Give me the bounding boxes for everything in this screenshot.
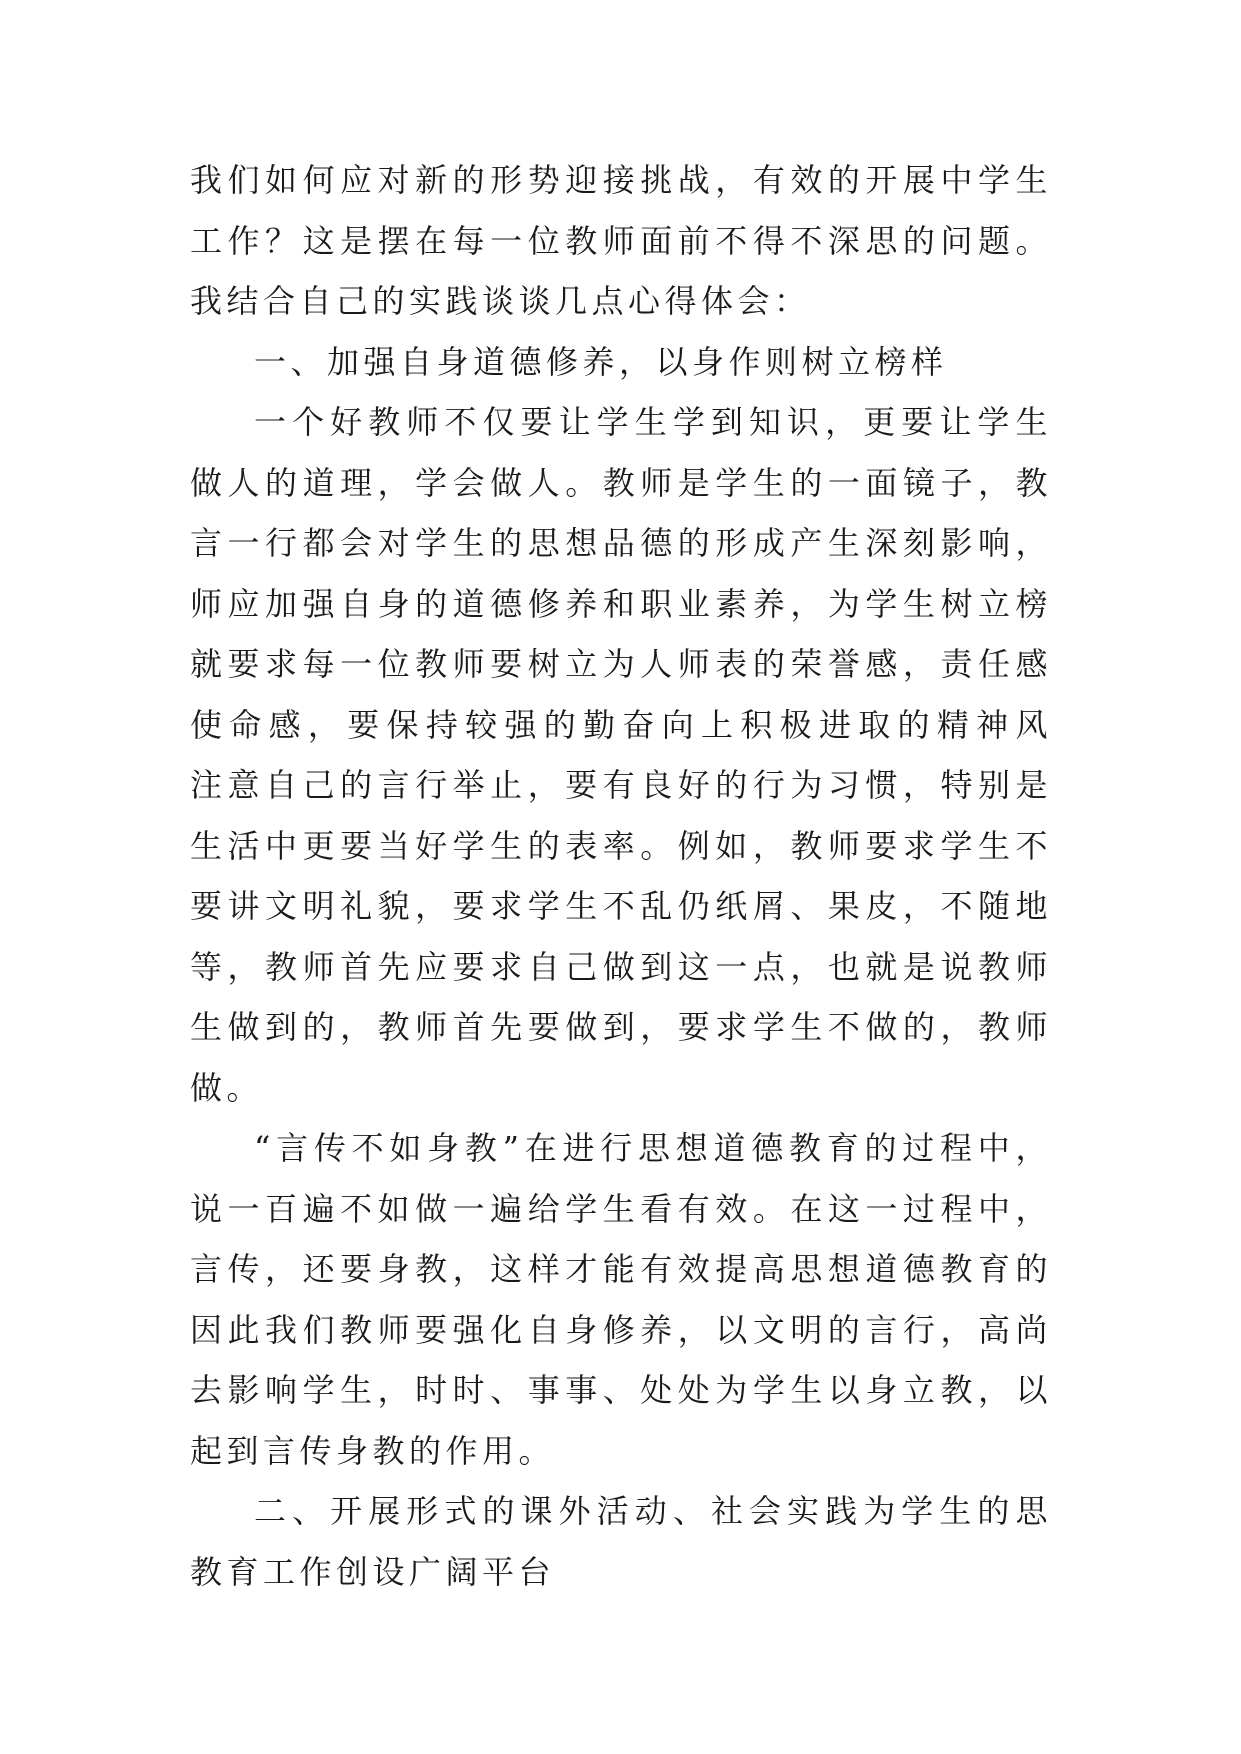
- section-heading-2: 二、开展形式的课外活动、社会实践为学生的思: [254, 1492, 1052, 1530]
- section-heading-2-cont: 教育工作创设广阔平台: [190, 1552, 556, 1591]
- text-line: 就要求每一位教师要树立为人师表的荣誉感，责任感: [190, 645, 1052, 683]
- text-line: 言一行都会对学生的思想品德的形成产生深刻影响，: [190, 524, 1052, 562]
- text-line: 我们如何应对新的形势迎接挑战，有效的开展中学生: [190, 161, 1052, 199]
- text-line: 起到言传身教的作用。: [190, 1431, 556, 1470]
- text-line: 要讲文明礼貌，要求学生不乱仍纸屑、果皮，不随地: [190, 887, 1052, 925]
- text-line: 说一百遍不如做一遍给学生看有效。在这一过程中，: [190, 1189, 1052, 1228]
- text-line: 一个好教师不仅要让学生学到知识，更要让学生: [254, 403, 1052, 441]
- text-line: 去影响学生，时时、事事、处处为学生以身立教，以: [190, 1371, 1052, 1409]
- text-line: 使命感，要保持较强的勤奋向上积极进取的精神风: [190, 705, 1052, 744]
- text-line: 等，教师首先应要求自己做到这一点，也就是说教师: [190, 947, 1052, 986]
- text-line: 师应加强自身的道德修养和职业素养，为学生树立榜: [190, 584, 1052, 623]
- text-line: 言传，还要身教，这样才能有效提高思想道德教育的: [190, 1250, 1052, 1288]
- section-heading-1: 一、加强自身道德修养，以身作则树立榜样: [254, 342, 948, 381]
- text-line: “言传不如身教”在进行思想道德教育的过程中，: [254, 1129, 1052, 1167]
- text-line: 因此我们教师要强化自身修养，以文明的言行，高尚: [190, 1310, 1052, 1349]
- document-body: [190, 150, 1052, 1602]
- text-line: 生做到的，教师首先要做到，要求学生不做的，教师: [190, 1008, 1052, 1046]
- text-line: 生活中更要当好学生的表率。例如，教师要求学生不: [190, 826, 1052, 865]
- text-line: 做。: [190, 1068, 264, 1107]
- text-line: 注意自己的言行举止，要有良好的行为习惯，特别是: [190, 766, 1052, 804]
- text-line: 我结合自己的实践谈谈几点心得体会：: [190, 282, 811, 320]
- text-line: 做人的道理，学会做人。教师是学生的一面镜子，教: [190, 463, 1052, 502]
- text-line: 工作？这是摆在每一位教师面前不得不深思的问题。: [190, 221, 1052, 260]
